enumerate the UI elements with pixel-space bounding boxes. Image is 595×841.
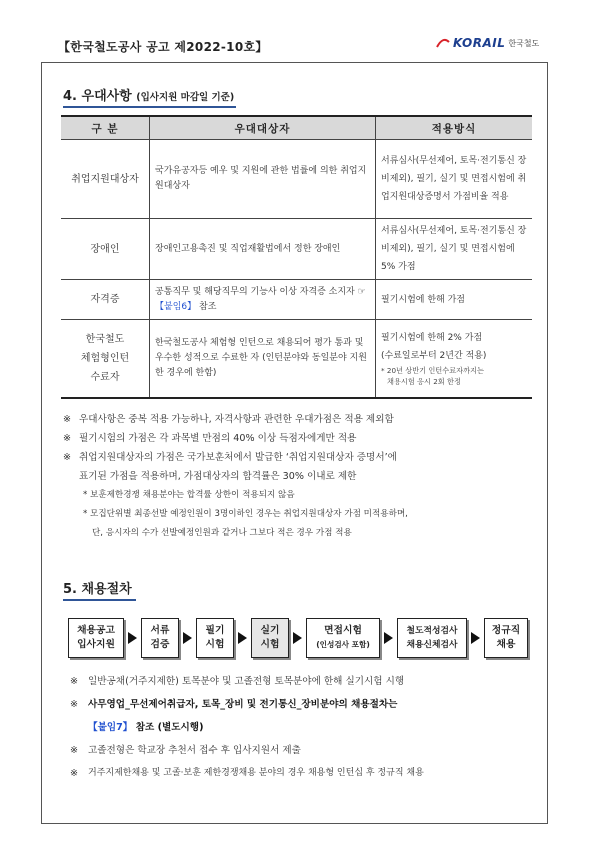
sub-note-item: * 모집단위별 최종선발 예정인원이 3명이하인 경우는 취업지원대상자 가점 미적용하며, xyxy=(83,509,408,519)
row-target: 한국철도공사 체험형 인턴으로 채용되어 평가 통과 및 우수한 성적으로 수료한 자 (인턴분야와 동일분야 지원한 경우에 한함) xyxy=(150,320,376,398)
table-row xyxy=(61,140,532,219)
arrow-right-icon xyxy=(183,632,192,644)
row-category: 취업지원대상자 xyxy=(61,140,150,219)
notice-header: 【한국철도공사 공고 제2022-10호】 xyxy=(58,40,268,54)
hand-pointer-icon: ☞ xyxy=(357,286,366,297)
step-box: 필기 시험 xyxy=(196,618,234,658)
row-method: 필기시험에 한해 가점 xyxy=(376,280,533,320)
step-box: 실기 시험 xyxy=(251,618,289,658)
section4-notes xyxy=(63,410,538,543)
col-target: 우대대상자 xyxy=(150,116,376,140)
step-box: 정규직 채용 xyxy=(484,618,528,658)
step-box: 서류 검증 xyxy=(141,618,179,658)
logo-mark: KORAIL xyxy=(453,36,506,50)
sub-note-item-cont: 단, 응시자의 수가 선발예정인원과 같거나 그보다 적은 경우 가점 적용 xyxy=(92,528,352,538)
row-target: 공통직무 및 해당직무의 기능사 이상 자격증 소지자 ☞ 【붙임6】 참조 xyxy=(150,280,376,320)
step-box: 면접시험 (인성검사 포함) xyxy=(306,618,380,658)
note-item: ※ 거주지제한채용 및 고졸·보훈 제한경쟁채용 분야의 경우 채용형 인턴십 후 정규직 채용 xyxy=(70,768,424,779)
note-item: ※ 취업지원대상자의 가점은 국가보훈처에서 발급한 ‘취업지원대상자 증명서’에 xyxy=(63,452,397,463)
attachment-ref: 【붙임7】 xyxy=(88,722,133,733)
row-category: 자격증 xyxy=(61,280,150,320)
table-row xyxy=(61,280,532,320)
table-row xyxy=(61,320,532,398)
note-item: ※ 고졸전형은 학교장 추천서 접수 후 입사지원서 제출 xyxy=(70,745,301,756)
note-item: ※ 사무영업_무선제어취급자, 토목_장비 및 전기통신_장비분야의 채용절차는 xyxy=(70,699,398,710)
step-box: 철도적성검사 채용신체검사 xyxy=(397,618,467,658)
preference-table xyxy=(61,115,532,399)
col-method: 적용방식 xyxy=(376,116,533,140)
arrow-right-icon xyxy=(384,632,393,644)
attachment-ref: 【붙임6】 xyxy=(155,301,197,312)
process-flow xyxy=(68,618,528,658)
arrow-right-icon xyxy=(293,632,302,644)
section5-title: 5. 채용절차 xyxy=(63,578,136,601)
note-item: ※ 필기시험의 가점은 각 과목별 만점의 40% 이상 득점자에게만 적용 xyxy=(63,433,357,444)
row-category: 장애인 xyxy=(61,219,150,280)
korail-logo xyxy=(436,36,539,50)
table-row xyxy=(61,219,532,280)
sub-note-item: * 보훈제한경쟁 채용분야는 합격률 상한이 적용되지 않음 xyxy=(83,490,295,500)
col-category: 구 분 xyxy=(61,116,150,140)
row-method: 서류심사(무선제어, 토목·전기통신 장비제외), 필기, 실기 및 면접시험에 취업지원대상증명서 가점비율 적용 xyxy=(376,140,533,219)
row-target: 장애인고용촉진 및 직업재활법에서 정한 장애인 xyxy=(150,219,376,280)
section4-title: 4. 우대사항 (입사지원 마감일 기준) xyxy=(63,85,236,108)
row-category: 한국철도 체험형인턴 수료자 xyxy=(61,320,150,398)
row-method: 서류심사(무선제어, 토목·전기통신 장비제외), 필기, 실기 및 면접시험에 5% 가점 xyxy=(376,219,533,280)
note-item-cont: 표기된 가점을 적용하며, 가점대상자의 합격률은 30% 이내로 제한 xyxy=(79,471,357,482)
row-method: 필기시험에 한해 2% 가점 (수료일로부터 2년간 적용) * 20년 상반기 인턴수료자까지는 채용시험 응시 2회 한정 xyxy=(376,320,533,398)
note-item-cont: 【붙임7】 참조 (별도시행) xyxy=(70,716,540,739)
arrow-right-icon xyxy=(128,632,137,644)
korail-swoosh-icon xyxy=(436,38,450,48)
section4-subtitle: (입사지원 마감일 기준) xyxy=(136,92,235,103)
arrow-right-icon xyxy=(238,632,247,644)
arrow-right-icon xyxy=(471,632,480,644)
table-header-row xyxy=(61,116,532,140)
section5-notes xyxy=(70,670,540,785)
note-item: ※ 일반공채(거주지제한) 토목분야 및 고졸전형 토목분야에 한해 실기시험 시행 xyxy=(70,676,405,687)
step-box: 채용공고 입사지원 xyxy=(68,618,124,658)
note-item: ※ 우대사항은 중복 적용 가능하나, 자격사항과 관련한 우대가점은 적용 제외함 xyxy=(63,414,394,425)
logo-subtitle: 한국철도 xyxy=(508,38,540,48)
row-target: 국가유공자등 예우 및 지원에 관한 법률에 의한 취업지원대상자 xyxy=(150,140,376,219)
